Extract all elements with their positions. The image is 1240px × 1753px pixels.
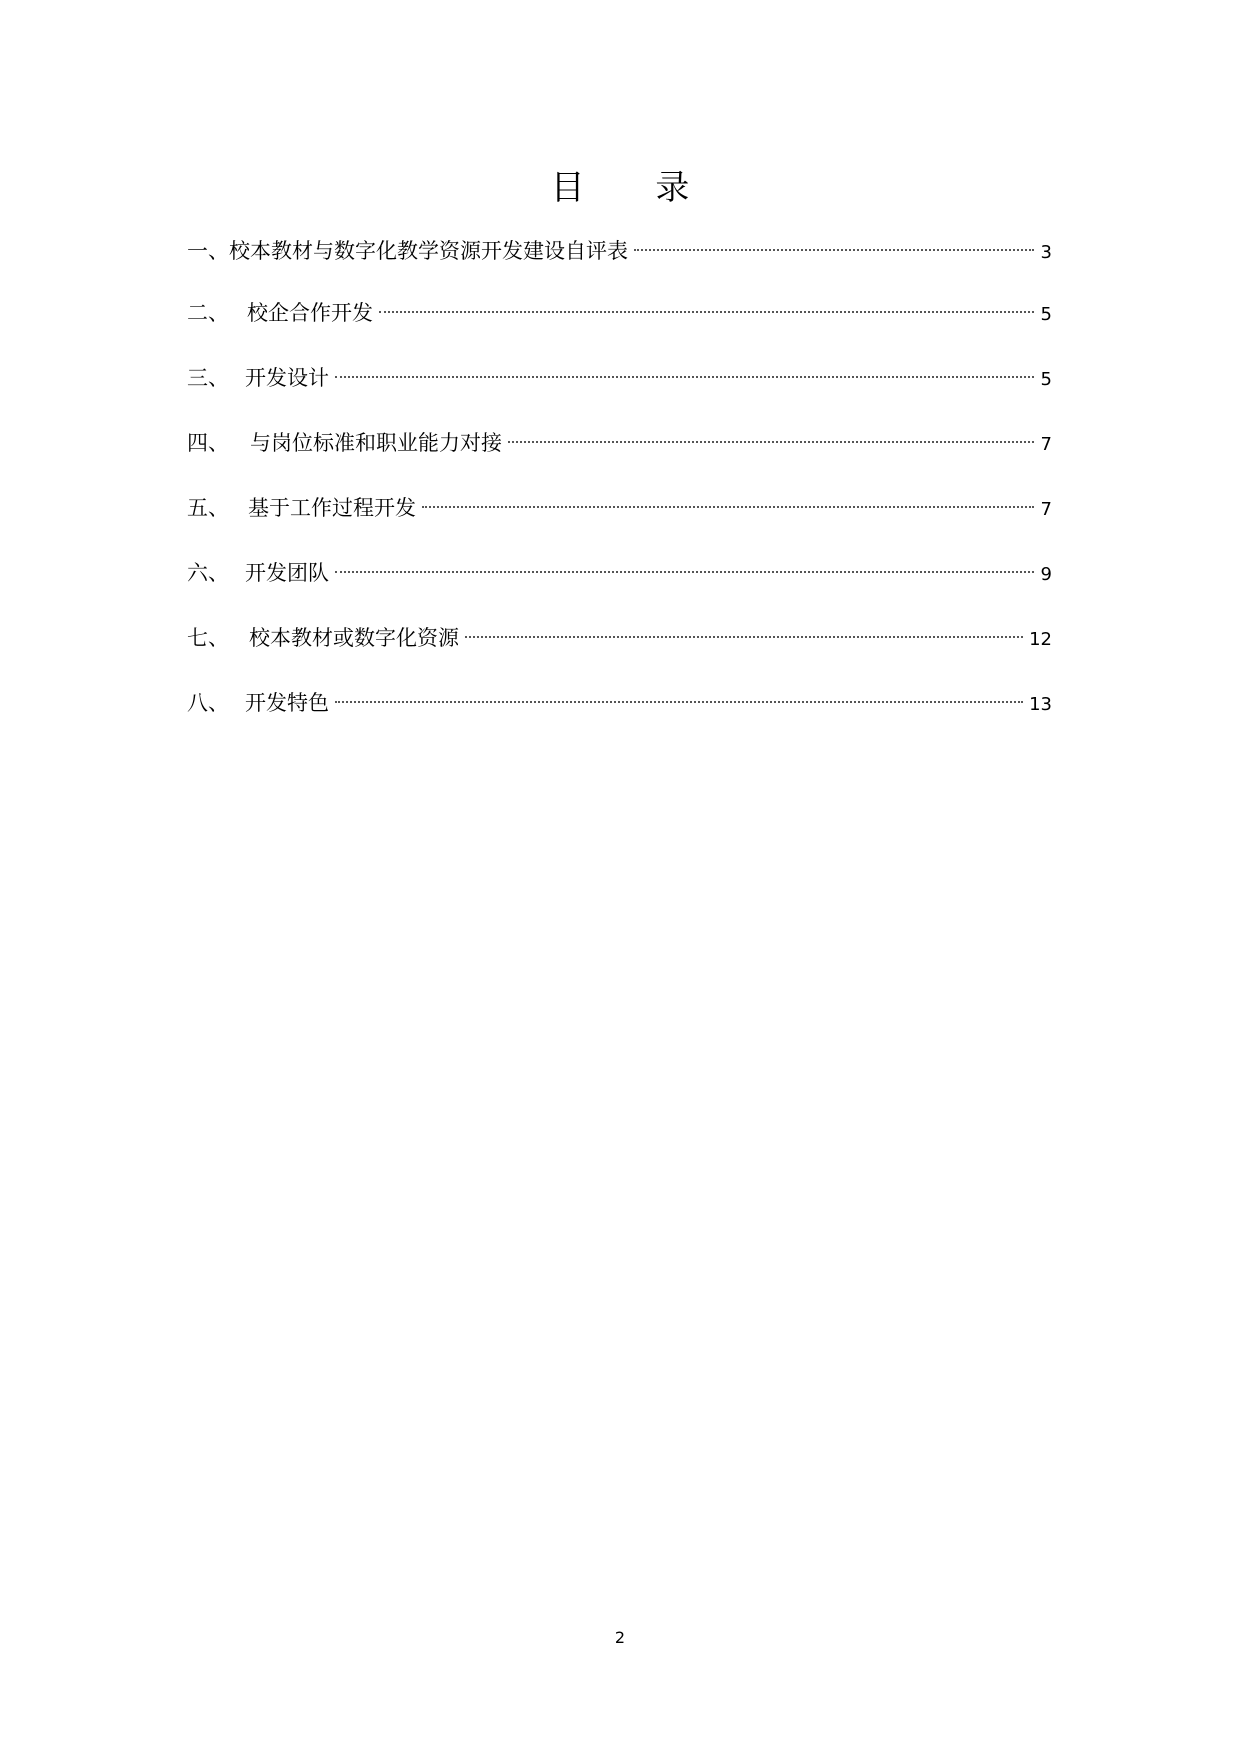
toc-entry-page: 5 bbox=[1040, 304, 1052, 325]
toc-dot-leader bbox=[634, 249, 1034, 251]
toc-entry[interactable] bbox=[187, 617, 1052, 682]
toc-entry-text: 开发设计 bbox=[245, 366, 329, 390]
toc-entry-number: 二、 bbox=[187, 301, 229, 325]
toc-entry-number: 七、 bbox=[187, 626, 229, 650]
toc-entry-page: 3 bbox=[1040, 242, 1052, 263]
toc-entry[interactable] bbox=[187, 292, 1052, 357]
toc-entry-text: 基于工作过程开发 bbox=[248, 496, 416, 520]
toc-dot-leader bbox=[465, 636, 1023, 638]
toc-title: 目 录 bbox=[550, 168, 720, 208]
toc-entry-number: 五、 bbox=[187, 496, 229, 520]
toc-entry[interactable] bbox=[187, 422, 1052, 487]
toc-entry-text: 校本教材与数字化教学资源开发建设自评表 bbox=[229, 239, 628, 263]
toc-entry-number: 一、 bbox=[187, 239, 229, 263]
toc-entry[interactable] bbox=[187, 682, 1052, 747]
toc-dot-leader bbox=[422, 506, 1034, 508]
toc-entry-page: 12 bbox=[1029, 629, 1052, 650]
toc-entry-text: 校企合作开发 bbox=[247, 301, 373, 325]
toc-entry[interactable] bbox=[187, 487, 1052, 552]
toc-entry[interactable] bbox=[187, 230, 1052, 292]
toc-entry-text: 开发团队 bbox=[245, 561, 329, 585]
toc-entry-page: 9 bbox=[1040, 564, 1052, 585]
toc-entry[interactable] bbox=[187, 357, 1052, 422]
toc-entry-number: 四、 bbox=[187, 431, 229, 455]
toc-dot-leader bbox=[508, 441, 1034, 443]
toc-entry-number: 三、 bbox=[187, 366, 229, 390]
toc-entry-page: 7 bbox=[1040, 434, 1052, 455]
toc-entry-text: 校本教材或数字化资源 bbox=[249, 626, 459, 650]
toc-entry-text: 开发特色 bbox=[245, 691, 329, 715]
table-of-contents bbox=[187, 230, 1052, 747]
toc-entry-page: 5 bbox=[1040, 369, 1052, 390]
toc-entry-page: 7 bbox=[1040, 499, 1052, 520]
page-number: 2 bbox=[614, 1628, 626, 1647]
toc-entry-page: 13 bbox=[1029, 694, 1052, 715]
toc-entry-number: 六、 bbox=[187, 561, 229, 585]
toc-entry[interactable] bbox=[187, 552, 1052, 617]
toc-entry-text: 与岗位标准和职业能力对接 bbox=[250, 431, 502, 455]
toc-dot-leader bbox=[335, 571, 1034, 573]
toc-dot-leader bbox=[335, 376, 1034, 378]
toc-dot-leader bbox=[379, 311, 1034, 313]
toc-dot-leader bbox=[335, 701, 1023, 703]
toc-entry-number: 八、 bbox=[187, 691, 229, 715]
